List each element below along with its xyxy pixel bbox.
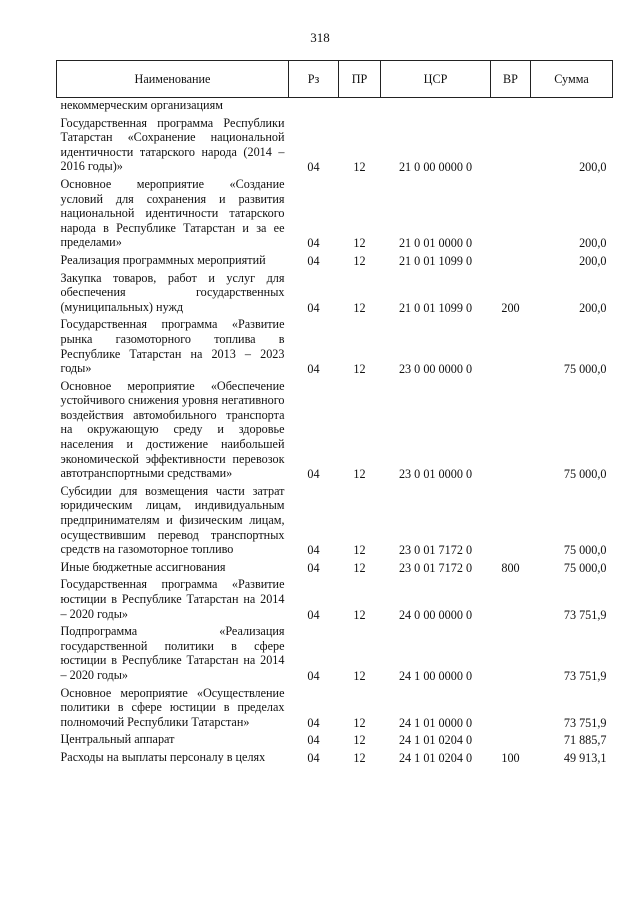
cell-pr: 12 — [353, 300, 366, 315]
table-row — [57, 377, 613, 482]
cell-csr: 24 1 01 0204 0 — [398, 750, 473, 765]
cell-name: Государственная программа «Развитие юстиции в Республике Татарстан на 2014 – 2020 годы» — [60, 577, 285, 621]
cell-rz: 04 — [307, 236, 320, 251]
cell-pr: 12 — [353, 543, 366, 558]
cell-pr — [339, 98, 381, 114]
cell-name: Государственная программа Республики Татарстан «Сохранение национальной идентичности татарского народа (2014 – 2016 годы)» — [60, 115, 285, 174]
cell-pr: 12 — [353, 668, 366, 683]
cell-rz: 04 — [307, 160, 320, 175]
cell-csr: 24 1 01 0204 0 — [398, 733, 473, 748]
cell-pr: 12 — [353, 236, 366, 251]
cell-csr: 23 0 01 7172 0 — [398, 560, 473, 575]
cell-rz: 04 — [307, 733, 320, 748]
table-row — [57, 98, 613, 114]
cell-csr: 21 0 01 1099 0 — [398, 300, 473, 315]
cell-sum: 75 000,0 — [563, 362, 607, 377]
table-row — [57, 114, 613, 175]
table-row — [57, 748, 613, 766]
cell-pr: 12 — [353, 733, 366, 748]
cell-vr: 100 — [501, 750, 520, 765]
cell-name: Основное мероприятие «Создание условий для сохранения и развития национальной идентичности татарского народа в Республике Татарстан и за ее пределами» — [60, 176, 285, 250]
cell-rz — [289, 98, 339, 114]
table-row — [57, 175, 613, 251]
cell-csr: 21 0 01 1099 0 — [398, 253, 473, 268]
header-name: Наименование — [57, 61, 289, 98]
table-row — [57, 730, 613, 748]
table-row — [57, 684, 613, 731]
page-number: 318 — [310, 30, 330, 45]
cell-rz: 04 — [307, 300, 320, 315]
table-row — [57, 482, 613, 558]
cell-sum: 75 000,0 — [563, 560, 607, 575]
header-sum: Сумма — [531, 61, 613, 98]
cell-name: Иные бюджетные ассигнования — [60, 559, 226, 574]
cell-pr: 12 — [353, 750, 366, 765]
cell-vr — [491, 730, 531, 748]
cell-vr — [491, 114, 531, 175]
cell-name: Основное мероприятие «Обеспечение устойчивого снижения уровня негативного воздействия автомобильного транспорта на окружающую среду и здоровье населения и достижение наибольшей экономической эффективности перевозок автотранспортными средствами» — [60, 378, 285, 481]
cell-csr: 23 0 00 0000 0 — [398, 362, 473, 377]
table-row — [57, 558, 613, 576]
cell-vr: 800 — [501, 560, 520, 575]
cell-rz: 04 — [307, 668, 320, 683]
cell-pr: 12 — [353, 560, 366, 575]
cell-csr: 21 0 00 0000 0 — [398, 160, 473, 175]
cell-rz: 04 — [307, 467, 320, 482]
cell-pr: 12 — [353, 607, 366, 622]
cell-rz: 04 — [307, 560, 320, 575]
table-row — [57, 251, 613, 269]
cell-vr — [491, 377, 531, 482]
table-row — [57, 269, 613, 316]
cell-sum: 73 751,9 — [563, 668, 607, 683]
cell-rz: 04 — [307, 607, 320, 622]
cell-pr: 12 — [353, 253, 366, 268]
header-vr: ВР — [491, 61, 531, 98]
cell-csr: 21 0 01 0000 0 — [398, 236, 473, 251]
cell-vr: 200 — [501, 300, 520, 315]
cell-pr: 12 — [353, 160, 366, 175]
cell-vr — [491, 175, 531, 251]
header-csr: ЦСР — [381, 61, 491, 98]
cell-pr: 12 — [353, 467, 366, 482]
cell-rz: 04 — [307, 543, 320, 558]
table-row — [57, 315, 613, 376]
cell-csr: 24 1 00 0000 0 — [398, 668, 473, 683]
cell-vr — [491, 482, 531, 558]
cell-sum: 49 913,1 — [563, 750, 607, 765]
cell-vr — [491, 622, 531, 683]
table-row — [57, 622, 613, 683]
cell-csr: 23 0 01 7172 0 — [398, 543, 473, 558]
cell-sum: 200,0 — [579, 236, 607, 251]
cell-vr — [491, 98, 531, 114]
cell-sum: 200,0 — [579, 253, 607, 268]
cell-vr — [491, 684, 531, 731]
cell-name: Центральный аппарат — [60, 732, 175, 747]
table-body — [57, 98, 613, 766]
header-pr: ПР — [339, 61, 381, 98]
cell-sum: 71 885,7 — [563, 733, 607, 748]
table-row — [57, 575, 613, 622]
cell-name: Подпрограмма «Реализация государственной политики в сфере юстиции в Республике Татарстан на 2014 – 2020 годы» — [60, 624, 285, 682]
cell-sum: 75 000,0 — [563, 467, 607, 482]
cell-name: Закупка товаров, работ и услуг для обеспечения государственных (муниципальных) нужд — [60, 270, 285, 314]
cell-pr: 12 — [353, 715, 366, 730]
cell-name: Субсидии для возмещения части затрат юридическим лицам, индивидуальным предпринимателям и физическим лицам, осуществившим перевод транспортных средств на газомоторное топливо — [60, 483, 285, 557]
cell-sum: 75 000,0 — [563, 543, 607, 558]
cell-sum: 200,0 — [579, 160, 607, 175]
cell-vr — [491, 315, 531, 376]
cell-rz: 04 — [307, 750, 320, 765]
cell-vr — [491, 251, 531, 269]
cell-name: Основное мероприятие «Осуществление политики в сфере юстиции в пределах полномочий Республики Татарстан» — [60, 685, 285, 729]
cell-sum: 73 751,9 — [563, 715, 607, 730]
cell-rz: 04 — [307, 715, 320, 730]
cell-csr: 24 0 00 0000 0 — [398, 607, 473, 622]
cell-csr — [381, 98, 491, 114]
cell-name: Государственная программа «Развитие рынка газомоторного топлива в Республике Татарстан на 2013 – 2023 годы» — [60, 317, 285, 376]
budget-table — [56, 60, 613, 766]
table-header-row — [57, 61, 613, 98]
cell-name: Реализация программных мероприятий — [60, 252, 266, 267]
cell-csr: 23 0 01 0000 0 — [398, 467, 473, 482]
cell-name: Расходы на выплаты персоналу в целях — [60, 749, 266, 764]
cell-rz: 04 — [307, 362, 320, 377]
cell-csr: 24 1 01 0000 0 — [398, 715, 473, 730]
cell-rz: 04 — [307, 253, 320, 268]
cell-pr: 12 — [353, 362, 366, 377]
cell-vr — [491, 575, 531, 622]
header-rz: Рз — [289, 61, 339, 98]
cell-sum: 73 751,9 — [563, 607, 607, 622]
cell-sum — [531, 98, 613, 114]
cell-name: некоммерческим организациям — [60, 98, 223, 112]
cell-sum: 200,0 — [579, 300, 607, 315]
